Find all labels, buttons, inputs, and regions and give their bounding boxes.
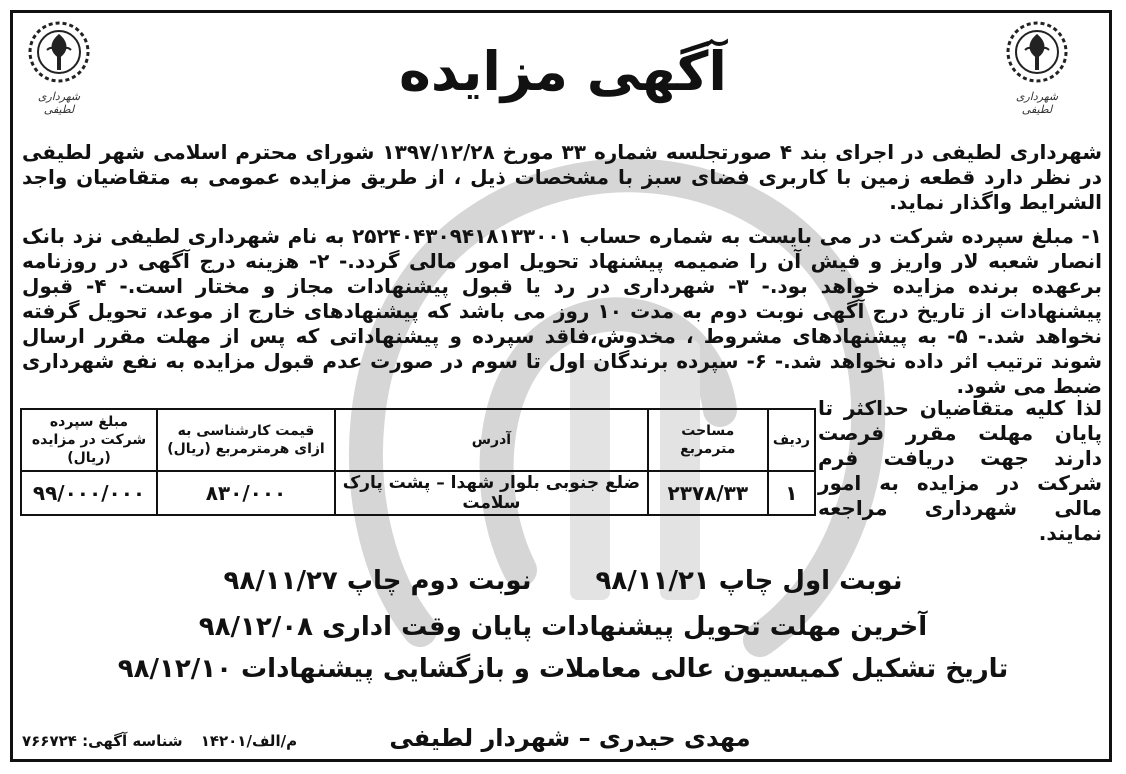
cell-area: ۲۳۷۸/۳۳ [648, 471, 768, 515]
header-deposit: مبلغ سپرده شرکت در مزایده (ریال) [21, 409, 157, 471]
ad-code: م/الف/۱۴۲۰۱ [200, 732, 298, 750]
print-dates [0, 566, 1126, 596]
table-header-row [21, 409, 815, 471]
notice-title: آگهی مزایده [399, 40, 727, 103]
intro-paragraph: شهرداری لطیفی در اجرای بند ۴ صورتجلسه شماره ۳۳ مورخ ۱۳۹۷/۱۲/۲۸ شورای محترم اسلامی شهر لطیفی در نظر دارد قطعه زمین با کاربری فضای سبز با مشخصات ذیل ، از طریق مزایده عمومی به متقاضیان واجد الشرایط واگذار نماید. [22, 140, 1102, 214]
cell-price: ۸۳۰/۰۰۰ [157, 471, 335, 515]
header-price: قیمت کارشناسی به ازای هرمترمربع (ریال) [157, 409, 335, 471]
cell-address: ضلع جنوبی بلوار شهدا – پشت پارک سلامت [335, 471, 648, 515]
table-row [21, 471, 815, 515]
header-address: آدرس [335, 409, 648, 471]
signature: مهدی حیدری – شهردار لطیفی [389, 724, 751, 752]
auction-table [20, 408, 816, 516]
first-print-date: نوبت اول چاپ ۹۸/۱۱/۲۱ [595, 566, 903, 596]
cell-row-number: ۱ [768, 471, 815, 515]
second-print-date: نوبت دوم چاپ ۹۸/۱۱/۲۷ [223, 566, 532, 596]
header-row-number: ردیف [768, 409, 815, 471]
cell-deposit: ۹۹/۰۰۰/۰۰۰ [21, 471, 157, 515]
side-note: لذا کلیه متقاضیان حداکثر تا پایان مهلت مقرر فرصت دارند جهت دریافت فرم شرکت در مزایده به امور مالی شهرداری مراجعه نمایند. [818, 396, 1102, 545]
ad-reference [22, 732, 297, 750]
logo-caption: شهرداری لطیفی [37, 90, 81, 116]
deadline-date: آخرین مهلت تحویل پیشنهادات پایان وقت اداری ۹۸/۱۲/۰۸ [198, 612, 928, 642]
ad-id: شناسه آگهی: ۷۶۶۷۲۴ [22, 732, 183, 750]
header-area: مساحت مترمربع [648, 409, 768, 471]
logo-caption: شهرداری لطیفی [1015, 90, 1059, 116]
terms-paragraph: ۱- مبلغ سپرده شرکت در می بایست به شماره حساب ۲۵۲۴۰۴۳۰۹۴۱۸۱۳۳۰۰۱ به نام شهرداری لطیفی نزد بانک انصار شعبه لار واریز و فیش آن را ضمیمه پیشنهاد تحویل امور مالی گردد.- ۲- هزینه درج آگهی در روزنامه برعهده برنده مزایده خواهد بود.- ۳- شهرداری در رد یا قبول پیشنهادات مجاز و مختار است.- ۴- قبول پیشنهادات از تاریخ درج آگهی نوبت دوم به مدت ۱۰ روز می باشد که پیشنهادهای خارج از موعد، تحویل گرفته نخواهد شد.- ۵- به پیشنهادهای مشروط ، مخدوش،فاقد سپرده و پیشنهاداتی که پس از مهلت مقرر ارسال شوند ترتیب اثر داده نخواهد شد.- ۶- سپرده برندگان اول تا سوم در صورت عدم قبول مزایده به نفع شهرداری ضبط می شود. [22, 224, 1102, 398]
commission-date: تاریخ تشکیل کمیسیون عالی معاملات و بازگشایی پیشنهادات ۹۸/۱۲/۱۰ [117, 654, 1009, 684]
